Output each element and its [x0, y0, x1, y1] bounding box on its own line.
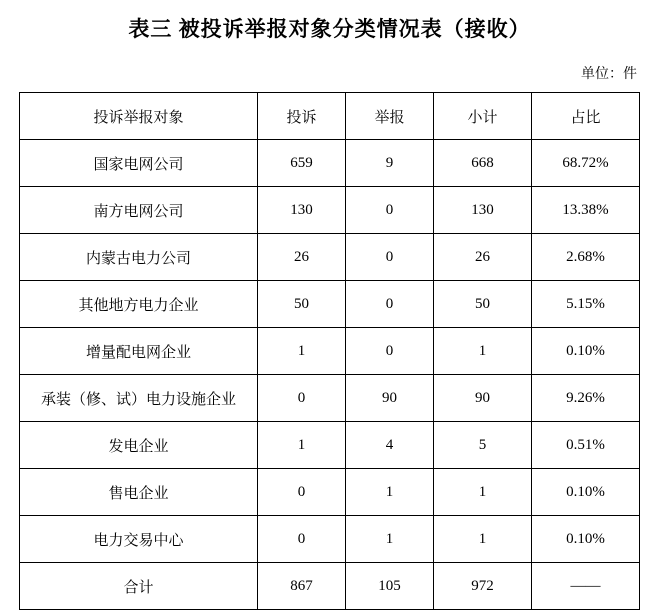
cell-complaint: 1: [258, 328, 346, 375]
table-row: [20, 469, 640, 516]
cell-report: 0: [346, 187, 434, 234]
cell-object: 售电企业: [20, 469, 258, 516]
column-header-object: 投诉举报对象: [20, 93, 258, 140]
cell-object: 发电企业: [20, 422, 258, 469]
cell-total-subtotal: 972: [434, 563, 532, 610]
table-total-row: [20, 563, 640, 610]
cell-report: 0: [346, 234, 434, 281]
cell-total-label: 合计: [20, 563, 258, 610]
cell-ratio: 0.10%: [532, 516, 640, 563]
table-row: [20, 375, 640, 422]
column-header-ratio: 占比: [532, 93, 640, 140]
cell-subtotal: 1: [434, 469, 532, 516]
cell-complaint: 0: [258, 375, 346, 422]
unit-note: 单位：件: [581, 67, 637, 82]
table-row: [20, 328, 640, 375]
column-header-subtotal: 小计: [434, 93, 532, 140]
cell-object: 内蒙古电力公司: [20, 234, 258, 281]
table-row: [20, 187, 640, 234]
cell-report: 0: [346, 328, 434, 375]
cell-subtotal: 668: [434, 140, 532, 187]
cell-ratio: 0.51%: [532, 422, 640, 469]
cell-report: 9: [346, 140, 434, 187]
cell-complaint: 26: [258, 234, 346, 281]
cell-ratio: 0.10%: [532, 469, 640, 516]
cell-subtotal: 90: [434, 375, 532, 422]
complaint-object-table: [19, 92, 640, 610]
cell-object: 电力交易中心: [20, 516, 258, 563]
column-header-report: 举报: [346, 93, 434, 140]
cell-subtotal: 50: [434, 281, 532, 328]
cell-ratio: 13.38%: [532, 187, 640, 234]
cell-ratio: 0.10%: [532, 328, 640, 375]
table-row: [20, 234, 640, 281]
page-title: 表三 被投诉举报对象分类情况表（接收）: [128, 17, 531, 41]
cell-report: 0: [346, 281, 434, 328]
cell-complaint: 50: [258, 281, 346, 328]
cell-object: 增量配电网企业: [20, 328, 258, 375]
cell-complaint: 1: [258, 422, 346, 469]
table-header-row: [20, 93, 640, 140]
cell-complaint: 659: [258, 140, 346, 187]
cell-report: 1: [346, 516, 434, 563]
cell-subtotal: 26: [434, 234, 532, 281]
cell-complaint: 130: [258, 187, 346, 234]
cell-complaint: 0: [258, 469, 346, 516]
cell-object: 国家电网公司: [20, 140, 258, 187]
cell-report: 1: [346, 469, 434, 516]
table-row: [20, 422, 640, 469]
table-row: [20, 516, 640, 563]
cell-subtotal: 1: [434, 328, 532, 375]
document-page: [0, 13, 659, 596]
cell-complaint: 0: [258, 516, 346, 563]
cell-ratio: 68.72%: [532, 140, 640, 187]
cell-ratio: 9.26%: [532, 375, 640, 422]
cell-subtotal: 1: [434, 516, 532, 563]
cell-ratio: 2.68%: [532, 234, 640, 281]
table-row: [20, 140, 640, 187]
cell-report: 90: [346, 375, 434, 422]
cell-total-complaint: 867: [258, 563, 346, 610]
cell-subtotal: 130: [434, 187, 532, 234]
cell-object: 南方电网公司: [20, 187, 258, 234]
cell-object: 其他地方电力企业: [20, 281, 258, 328]
cell-total-report: 105: [346, 563, 434, 610]
cell-ratio: 5.15%: [532, 281, 640, 328]
cell-total-ratio: ——: [532, 563, 640, 610]
cell-report: 4: [346, 422, 434, 469]
cell-object: 承装（修、试）电力设施企业: [20, 375, 258, 422]
table-row: [20, 281, 640, 328]
cell-subtotal: 5: [434, 422, 532, 469]
column-header-complaint: 投诉: [258, 93, 346, 140]
